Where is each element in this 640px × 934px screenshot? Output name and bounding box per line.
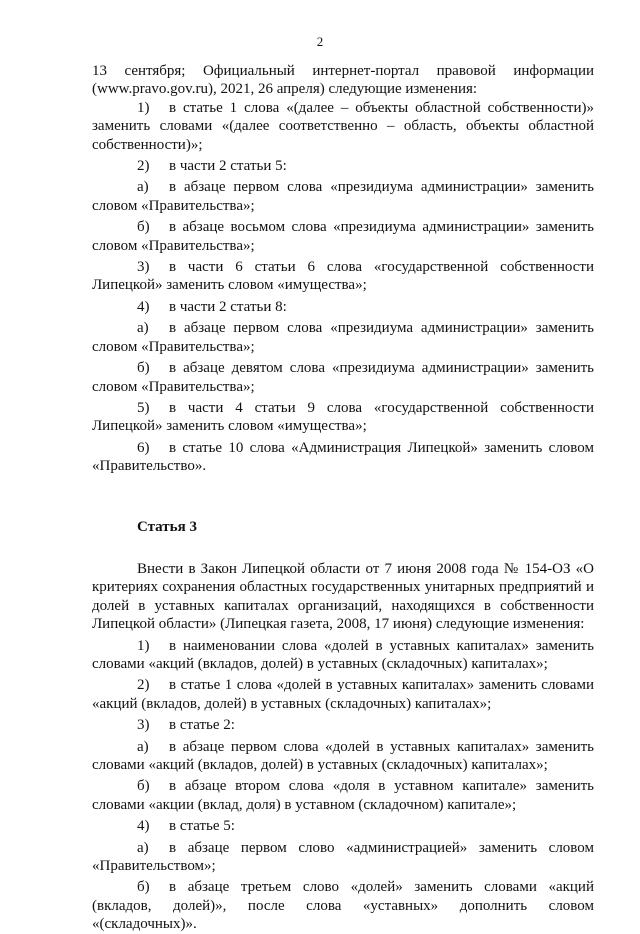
list-item: а) в абзаце первом слова «долей в уставных капиталах» заменить словами «акций (вкладов, долей) в уставных (складочных) капиталах»; <box>92 738 594 773</box>
list-item: 3) в статье 2: <box>137 717 235 734</box>
list-item: 5) в части 4 статьи 9 слова «государственной собственности Липецкой» заменить словом «имущества»; <box>92 399 594 435</box>
list-item: б) в абзаце втором слова «доля в уставном капитале» заменить словами «акции (вклад, доля) в уставном (складочном) капитале»; <box>92 778 594 813</box>
list-item: 1) в наименовании слова «долей в уставных капиталах» заменить словами «акций (вкладов, долей) в уставных (складочных) капиталах»; <box>92 637 594 672</box>
list-item: 1) в статье 1 слова «(далее – объекты областной собственности)» заменить словами «(далее соответственно – область, объекты областной собственности)»; <box>92 99 594 153</box>
amendment-list-article3 <box>92 637 594 934</box>
list-item: б) в абзаце девятом слова «президиума администрации» заменить словом «Правительства»; <box>92 360 594 395</box>
amendment-list-article2 <box>92 99 594 476</box>
list-item: б) в абзаце восьмом слова «президиума администрации» заменить словом «Правительства»; <box>92 219 594 254</box>
list-item: а) в абзаце первом слова «президиума администрации» заменить словом «Правительства»; <box>92 320 594 355</box>
list-item: 4) в части 2 статьи 8: <box>137 298 287 315</box>
list-item: 3) в части 6 статьи 6 слова «государственной собственности Липецкой» заменить словом «имущества»; <box>92 259 594 294</box>
list-item: б) в абзаце третьем слово «долей» заменить словами «акций (вкладов, долей)», после слова «уставных» дополнить словом «(складочных)». <box>92 879 594 933</box>
list-item: 6) в статье 10 слова «Администрация Липецкой» заменить словом «Правительство». <box>92 439 594 475</box>
article-3-intro: Внести в Закон Липецкой области от 7 июня 2008 года № 154-ОЗ «О критериях сохранения областных государственных унитарных предприятий и долей в уставных капиталах организаций, находящихся в собственности Липецкой области» (Липецкая газета, 2008, 17 июня) следующие изменения: <box>92 560 594 633</box>
list-item: а) в абзаце первом слова «президиума администрации» заменить словом «Правительства»; <box>92 179 594 214</box>
article-3-heading: Статья 3 <box>137 518 197 535</box>
list-item: 2) в части 2 статьи 5: <box>137 158 287 175</box>
intro-paragraph: 13 сентября; Официальный интернет-портал правовой информации (www.pravo.gov.ru), 2021, 26 апреля) следующие изменения: <box>92 63 594 98</box>
document-body <box>92 62 594 934</box>
list-item: а) в абзаце первом слово «администрацией» заменить словом «Правительством»; <box>92 839 594 875</box>
list-item: 2) в статье 1 слова «долей в уставных капиталах» заменить словами «акций (вкладов, долей) в уставных (складочных) капиталах»; <box>92 677 594 712</box>
page-number: 2 <box>316 34 324 49</box>
list-item: 4) в статье 5: <box>137 818 235 835</box>
